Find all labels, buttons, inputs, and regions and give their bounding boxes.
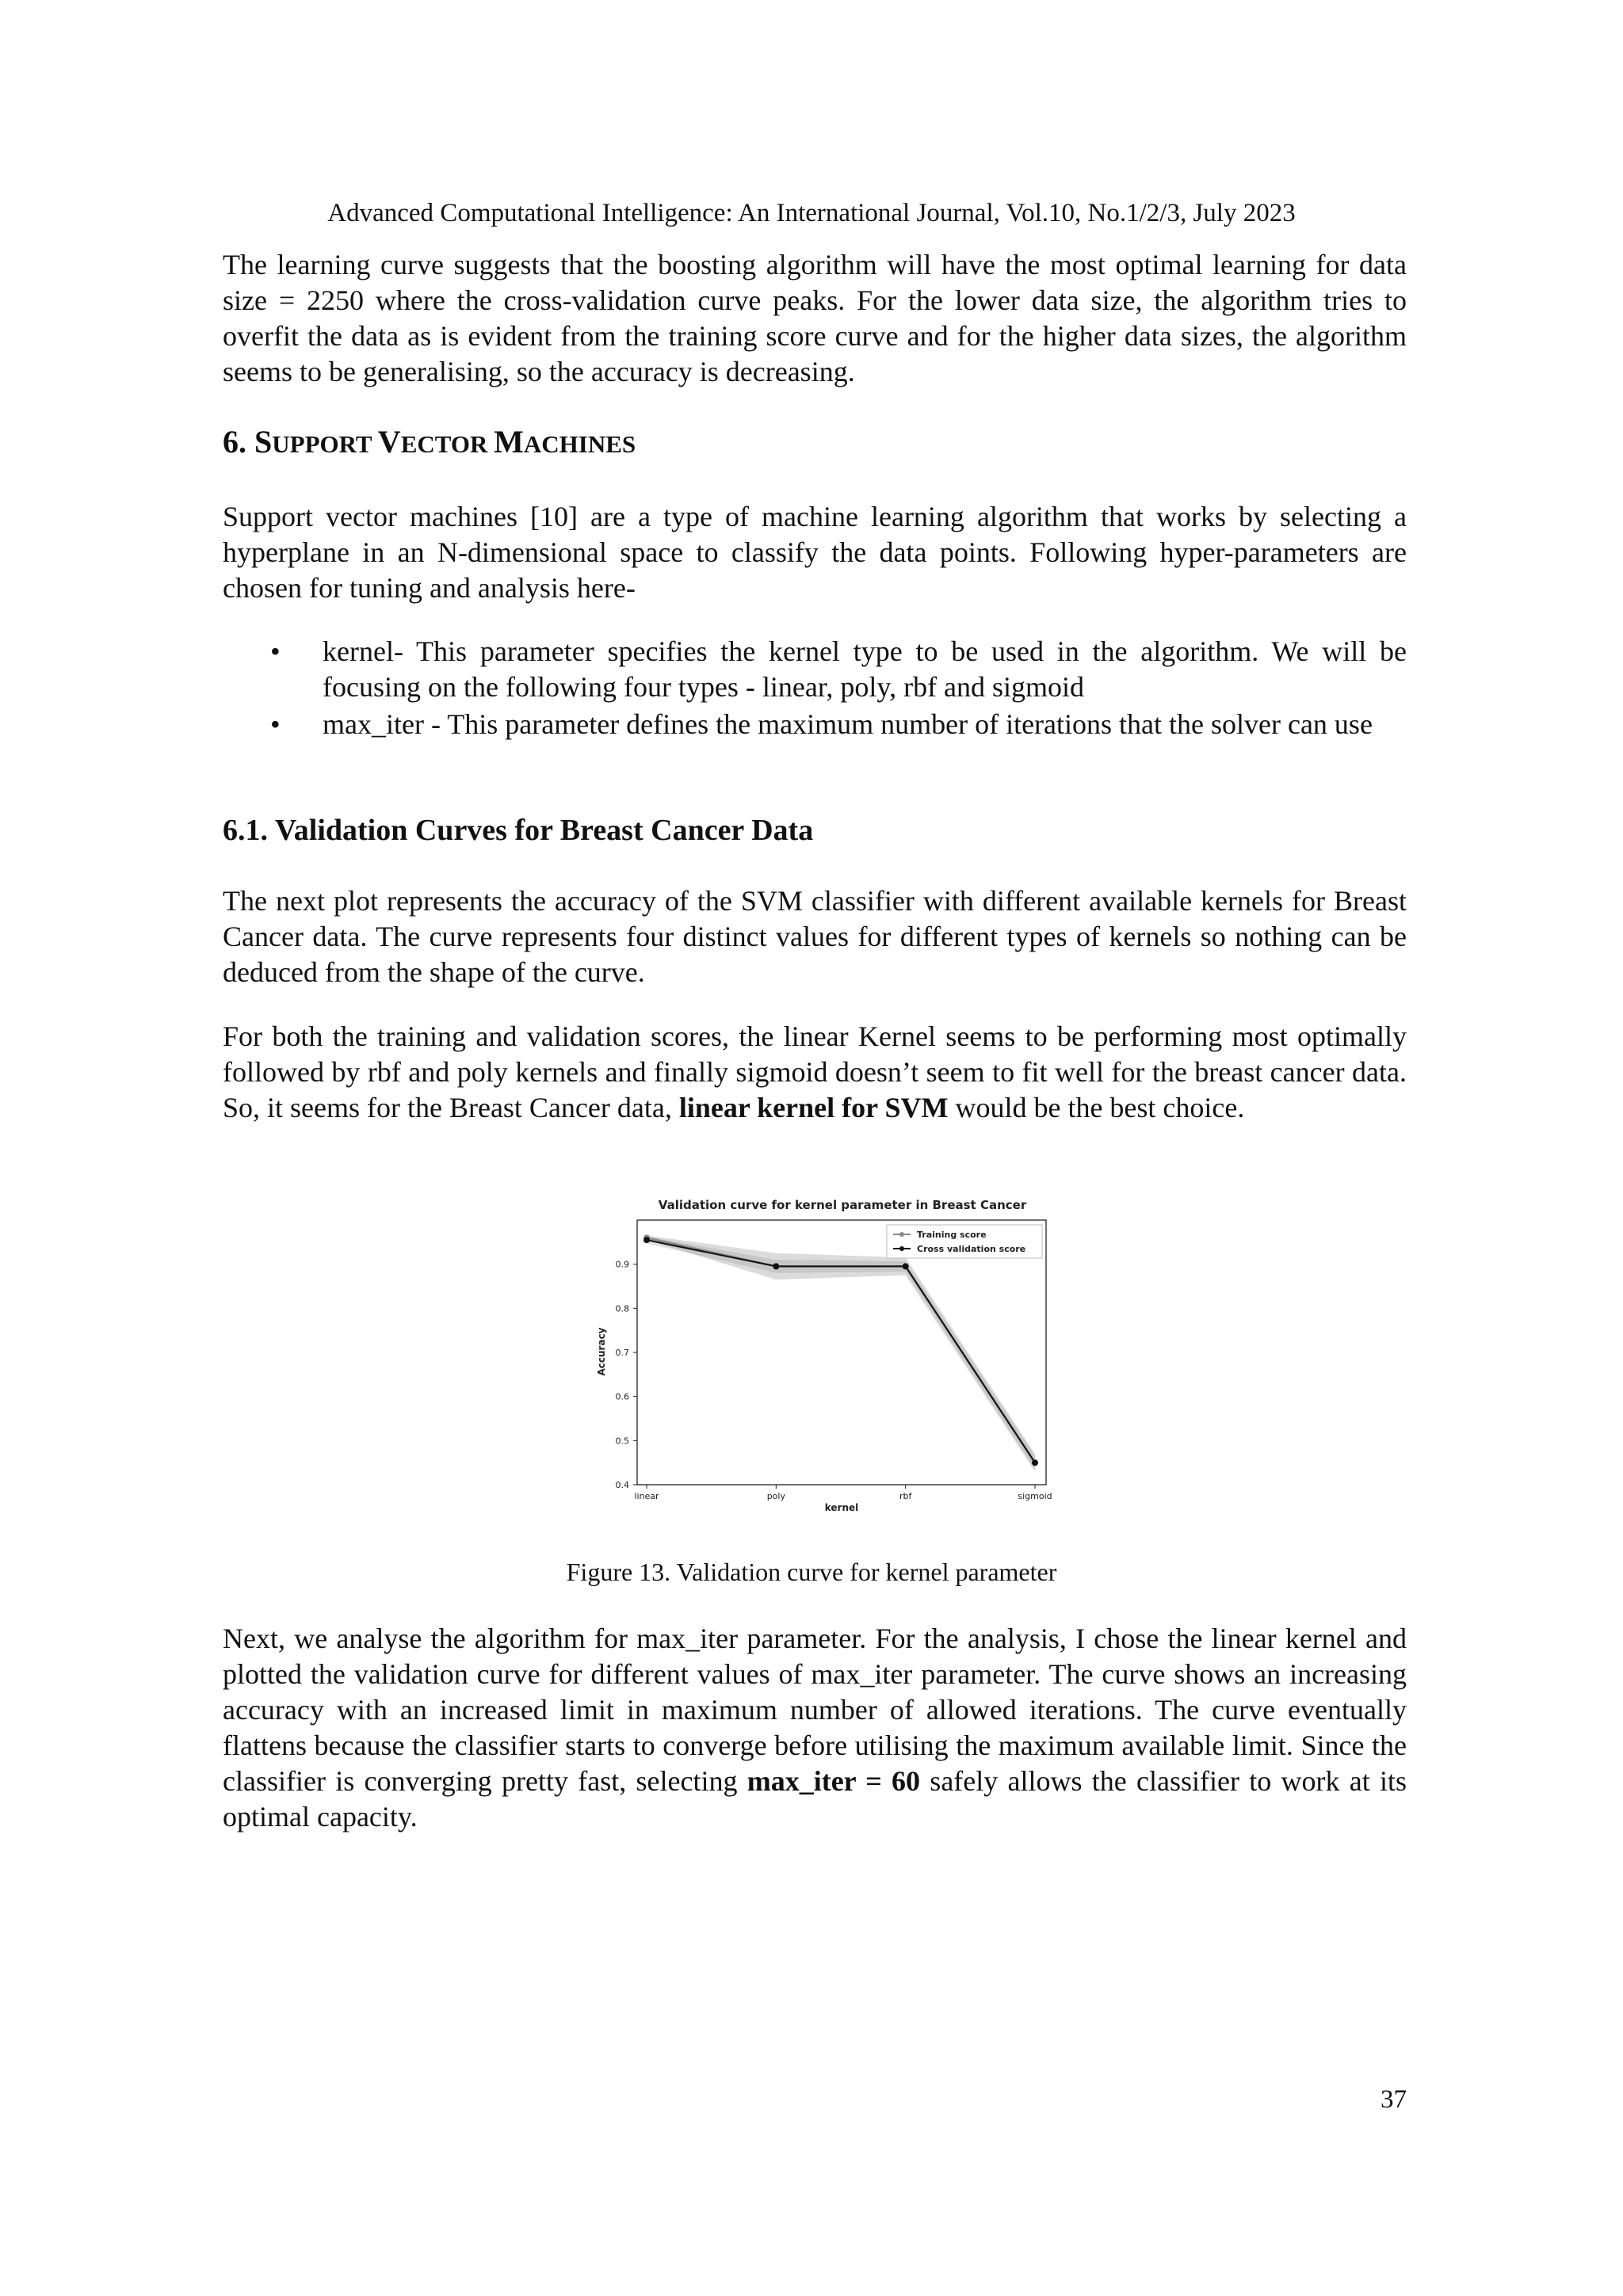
emphasis-linear-kernel: linear kernel for SVM <box>678 1092 949 1123</box>
bullet-list <box>223 634 1407 784</box>
validation-curve-figure <box>567 1193 1075 1526</box>
intro-paragraph-block <box>223 247 1407 390</box>
section-6-heading <box>223 422 1407 464</box>
section-6-1-heading <box>223 810 1407 850</box>
bullet-symbol: • <box>270 708 281 740</box>
section-6-paragraph: Support vector machines [10] are a type of machine learning algorithm that works by selecting a hyperplane in an N-dimensional space to classify the data points. Following hyper-parameters are chosen for tuning and analysis here- <box>223 501 1407 604</box>
figure-caption: Figure 13. Validation curve for kernel parameter <box>566 1558 1057 1586</box>
section-6-1-paragraph-2-block <box>223 1019 1407 1126</box>
running-header: Advanced Computational Intelligence: An International Journal, Vol.10, No.1/2/3, July 2023 <box>327 199 1296 227</box>
data-point-cross-validation-rbf <box>903 1263 909 1269</box>
emphasis-max-iter: max_iter = 60 <box>747 1765 921 1797</box>
y-tick-label: 0.5 <box>615 1436 629 1447</box>
confidence-band-cross-validation <box>647 1237 1035 1470</box>
x-tick-label-poly: poly <box>766 1491 785 1501</box>
data-point-cross-validation-linear <box>643 1237 650 1243</box>
intro-paragraph: The learning curve suggests that the boosting algorithm will have the most optimal learning for data size = 2250 where the cross-validation curve peaks. For the lower data size, the algorithm tries to overfit the data as is evident from the training score curve and for the higher data sizes, the algorithm seems to be generalising, so the accuracy is decreasing. <box>223 249 1407 387</box>
section-6-paragraph-block <box>223 499 1407 606</box>
y-tick-label: 0.9 <box>615 1259 629 1270</box>
section-6-1-paragraph-1-block <box>223 883 1407 990</box>
legend-label-training: Training score <box>917 1230 987 1240</box>
section-6-1-title: 6.1. Validation Curves for Breast Cancer Data <box>223 814 814 847</box>
bullet-symbol: • <box>270 635 281 667</box>
bullet-item-kernel <box>223 634 1407 705</box>
x-tick-label-sigmoid: sigmoid <box>1018 1491 1052 1501</box>
legend-marker-cross-validation <box>899 1246 904 1251</box>
bullet-text: kernel- This parameter specifies the kernel type to be used in the algorithm. We will be focusing on the following four types - linear, poly, rbf and sigmoid <box>323 635 1407 703</box>
data-point-cross-validation-poly <box>773 1263 779 1269</box>
legend-marker-training <box>899 1232 904 1237</box>
chart-title: Validation curve for kernel parameter in Breast Cancer <box>658 1198 1027 1212</box>
section-6-1-paragraph-2: For both the training and validation scores, the linear Kernel seems to be performing most optimally followed by rbf and poly kernels and finally sigmoid doesn’t seem to fit well for the breast cancer data. So, it seems for the Breast Cancer data, linear kernel for SVM would be the best choice. <box>223 1020 1407 1123</box>
section-6-1-paragraph-1: The next plot represents the accuracy of the SVM classifier with different available kernels for Breast Cancer data. The curve represents four distinct values for different types of kernels so nothing can be deduced from the shape of the curve. <box>223 885 1407 988</box>
x-tick-label-linear: linear <box>634 1491 659 1501</box>
legend-label-cross-validation: Cross validation score <box>917 1244 1026 1254</box>
y-axis-label: Accuracy <box>596 1327 607 1376</box>
section-6-title: SUPPORT VECTOR MACHINES <box>254 424 636 460</box>
x-axis-label: kernel <box>824 1502 859 1513</box>
section-6-number: 6. <box>223 424 246 460</box>
bullet-item-max-iter <box>223 707 1407 742</box>
page-number: 37 <box>1381 2085 1407 2114</box>
data-point-cross-validation-sigmoid <box>1032 1459 1038 1466</box>
validation-curve-chart <box>567 1193 1075 1526</box>
y-tick-label: 0.6 <box>615 1391 629 1402</box>
bullet-text: max_iter - This parameter defines the maximum number of iterations that the solver can use <box>323 708 1373 740</box>
chart-legend <box>887 1225 1042 1258</box>
y-tick-label: 0.7 <box>615 1348 629 1358</box>
closing-paragraph: Next, we analyse the algorithm for max_iter parameter. For the analysis, I chose the linear kernel and plotted the validation curve for different values of max_iter parameter. The curve shows an increasing accuracy with an increased limit in maximum number of allowed iterations. The curve eventually flattens because the classifier starts to converge before utilising the maximum available limit. Since the classifier is converging pretty fast, selecting max_iter = 60 safely allows the classifier to work at its optimal capacity. <box>223 1623 1407 1833</box>
y-tick-label: 0.8 <box>615 1303 629 1314</box>
closing-paragraph-block <box>223 1621 1407 1835</box>
y-tick-label: 0.4 <box>615 1480 629 1490</box>
x-tick-label-rbf: rbf <box>899 1491 912 1501</box>
